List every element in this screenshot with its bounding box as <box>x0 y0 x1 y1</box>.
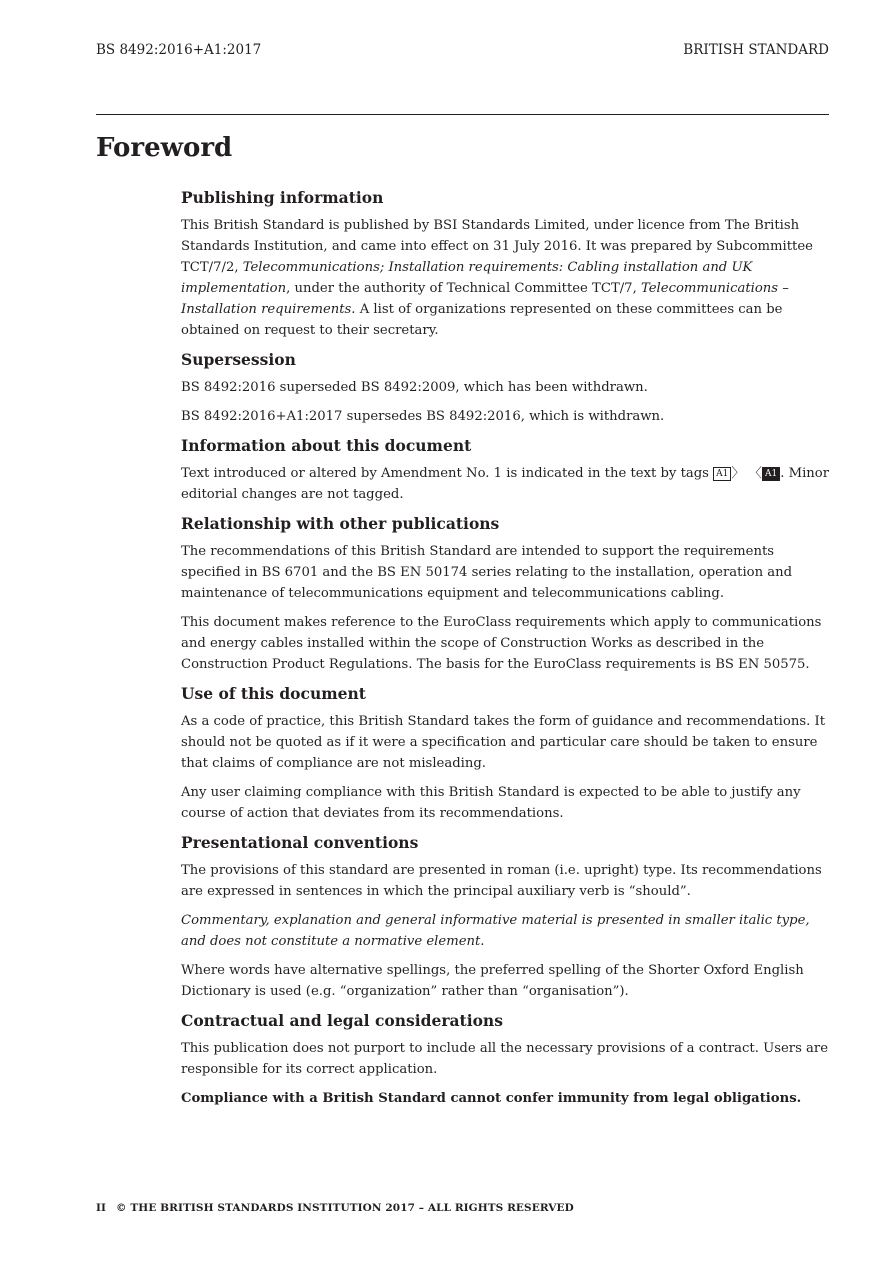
paragraph: BS 8492:2016 superseded BS 8492:2009, which has been withdrawn. <box>181 380 648 395</box>
section-heading: Supersession <box>181 350 296 369</box>
paragraph: This document makes reference to the EuroClass requirements which apply to communications and energy cables installed within the scope of Construction Works as described in the Construction Product Regulations. The basis for the EuroClass requirements is BS EN 50575. <box>181 615 822 672</box>
section-information <box>181 435 831 505</box>
page-number: II <box>96 1202 107 1214</box>
text-run: , under the authority of Technical Committee TCT/7, <box>286 281 641 296</box>
text-run: Text introduced or altered by Amendment No. 1 is indicated in the text by tags <box>181 466 714 481</box>
section-contractual <box>181 1010 831 1109</box>
page-title: Foreword <box>96 133 233 163</box>
compliance-statement: Compliance with a British Standard cannot confer immunity from legal obligations. <box>181 1091 802 1106</box>
running-header-doc-id: BS 8492:2016+A1:2017 <box>96 42 262 58</box>
section-heading: Presentational conventions <box>181 833 419 852</box>
foreword-body <box>181 187 831 1117</box>
header-rule <box>96 114 829 115</box>
page-footer <box>96 1202 574 1214</box>
section-publishing-information <box>181 187 831 341</box>
copyright-notice: © THE BRITISH STANDARDS INSTITUTION 2017 – ALL RIGHTS RESERVED <box>116 1202 574 1214</box>
text-run: A list of organizations represented on these committees can be obtained on request to their secretary. <box>181 302 783 338</box>
section-supersession <box>181 349 831 427</box>
section-presentational <box>181 832 831 1002</box>
section-heading: Relationship with other publications <box>181 514 500 533</box>
paragraph: The provisions of this standard are presented in roman (i.e. upright) type. Its recommendations are expressed in sentences in which the principal auxiliary verb is “should”. <box>181 863 822 899</box>
paragraph: This publication does not purport to include all the necessary provisions of a contract. Users are responsible for its correct application. <box>181 1041 829 1077</box>
paragraph: As a code of practice, this British Standard takes the form of guidance and recommendations. It should not be quoted as if it were a specification and particular care should be taken to ensure that claims of compliance are not misleading. <box>181 714 825 771</box>
section-relationship <box>181 513 831 675</box>
text-run: This British Standard is published by BSI Standards Limited, under licence from The British Standards Institution, and came into effect on 31 July 2016. It was prepared by Subcommittee TCT/7/2, <box>181 218 813 275</box>
section-heading: Use of this document <box>181 684 366 703</box>
running-header-doc-type: BRITISH STANDARD <box>683 42 829 58</box>
section-heading: Contractual and legal considerations <box>181 1011 503 1030</box>
paragraph: Any user claiming compliance with this British Standard is expected to be able to justify any course of action that deviates from its recommendations. <box>181 785 801 821</box>
section-heading: Information about this document <box>181 436 472 455</box>
text-run: . Minor editorial changes are not tagged. <box>181 466 830 502</box>
subcommittee-title: Telecommunications; Installation requirements: Cabling installation and UK implementation <box>181 260 753 296</box>
paragraph: The recommendations of this British Standard are intended to support the requirements specified in BS 6701 and the BS EN 50174 series relating to the installation, operation and maintenance of telecommunications equipment and telecommunications cabling. <box>181 544 793 601</box>
paragraph: BS 8492:2016+A1:2017 supersedes BS 8492:2016, which is withdrawn. <box>181 409 665 424</box>
amendment-open-tag-icon: A1 <box>713 467 731 481</box>
paragraph: Text introduced or altered by Amendment No. 1 is indicated in the text by tags A1 〉 〈 A1 . Minor editorial changes are not tagged. <box>181 466 830 502</box>
section-use <box>181 683 831 824</box>
paragraph <box>181 215 831 341</box>
paragraph: Where words have alternative spellings, the preferred spelling of the Shorter Oxford English Dictionary is used (e.g. “organization” rather than “organisation”). <box>181 963 804 999</box>
commentary-paragraph: Commentary, explanation and general informative material is presented in smaller italic type, and does not constitute a normative element. <box>181 913 810 949</box>
committee-title: Telecommunications – Installation requirements. <box>181 281 789 317</box>
section-heading: Publishing information <box>181 188 384 207</box>
amendment-close-tag-icon: A1 <box>762 467 780 481</box>
